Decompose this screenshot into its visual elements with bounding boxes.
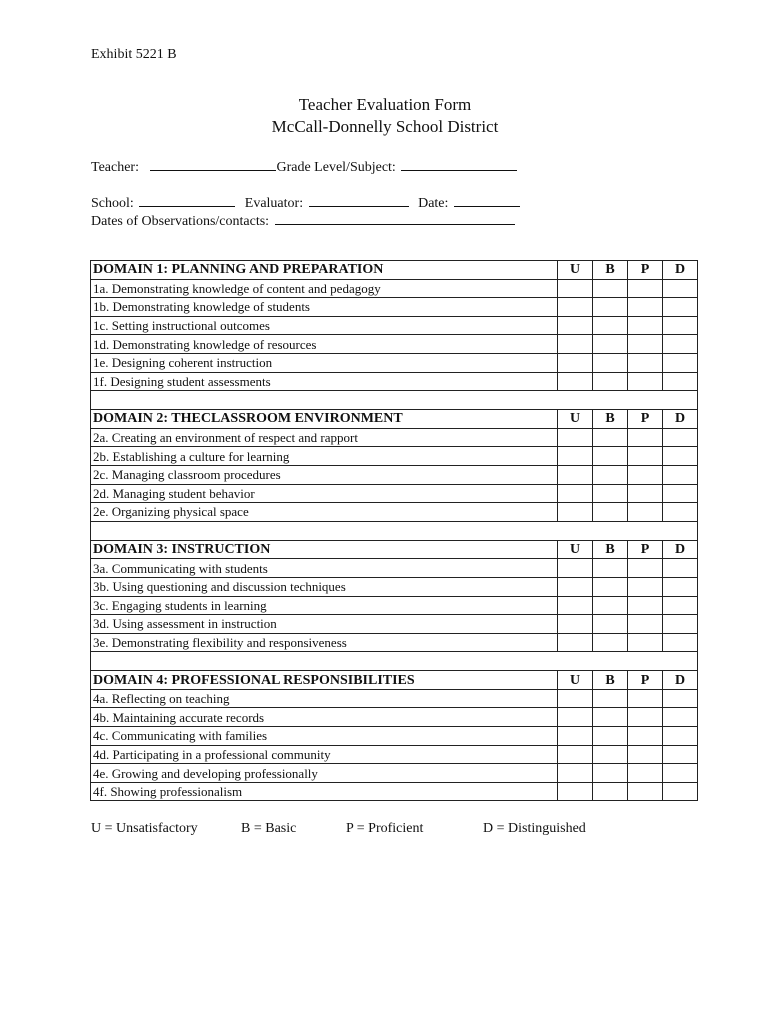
domain-header-row xyxy=(91,540,698,559)
rating-cell[interactable] xyxy=(663,764,698,783)
rating-cell[interactable] xyxy=(593,353,628,372)
rating-cell[interactable] xyxy=(663,279,698,298)
rating-cell[interactable] xyxy=(593,615,628,634)
criterion-label: 3e. Demonstrating flexibility and responsiveness xyxy=(91,633,558,652)
rating-cell[interactable] xyxy=(628,316,663,335)
rating-cell[interactable] xyxy=(663,428,698,447)
observation-dates-field[interactable] xyxy=(275,212,515,225)
rating-cell[interactable] xyxy=(558,503,593,522)
criterion-row xyxy=(91,372,698,391)
criterion-label: 1e. Designing coherent instruction xyxy=(91,353,558,372)
score-header: B xyxy=(593,540,628,559)
rating-cell[interactable] xyxy=(663,727,698,746)
rating-cell[interactable] xyxy=(663,372,698,391)
rating-cell[interactable] xyxy=(628,559,663,578)
date-label: Date: xyxy=(418,196,449,211)
form-title-block xyxy=(0,94,770,138)
rating-cell[interactable] xyxy=(593,335,628,354)
criterion-label: 2e. Organizing physical space xyxy=(91,503,558,522)
rating-cell[interactable] xyxy=(663,465,698,484)
rating-cell[interactable] xyxy=(558,335,593,354)
score-header: D xyxy=(663,671,698,690)
school-evaluator-row xyxy=(91,194,520,212)
rating-cell[interactable] xyxy=(558,577,593,596)
rating-cell[interactable] xyxy=(558,465,593,484)
criterion-row xyxy=(91,465,698,484)
rating-cell[interactable] xyxy=(558,708,593,727)
score-header: U xyxy=(558,410,593,429)
criterion-row xyxy=(91,727,698,746)
rating-cell[interactable] xyxy=(663,503,698,522)
criterion-label: 1f. Designing student assessments xyxy=(91,372,558,391)
rating-cell[interactable] xyxy=(628,503,663,522)
score-header: P xyxy=(628,261,663,280)
rating-cell[interactable] xyxy=(558,764,593,783)
criterion-row xyxy=(91,559,698,578)
legend-unsatisfactory: U = Unsatisfactory xyxy=(91,821,198,836)
rating-cell[interactable] xyxy=(663,353,698,372)
rating-cell[interactable] xyxy=(593,782,628,801)
rating-cell[interactable] xyxy=(628,577,663,596)
criterion-label: 2b. Establishing a culture for learning xyxy=(91,447,558,466)
criterion-row xyxy=(91,335,698,354)
score-header: U xyxy=(558,540,593,559)
observation-dates-row xyxy=(91,212,515,230)
rating-cell[interactable] xyxy=(593,372,628,391)
spacer-row xyxy=(91,652,698,671)
domain-title: DOMAIN 2: THECLASSROOM ENVIRONMENT xyxy=(91,410,558,429)
rating-cell[interactable] xyxy=(593,596,628,615)
spacer-row xyxy=(91,521,698,540)
rating-cell[interactable] xyxy=(628,298,663,317)
rating-cell[interactable] xyxy=(593,428,628,447)
rating-cell[interactable] xyxy=(558,279,593,298)
domain-header-row xyxy=(91,410,698,429)
school-label: School: xyxy=(91,196,134,211)
form-title: Teacher Evaluation Form xyxy=(298,95,472,114)
spacer-row xyxy=(91,391,698,410)
rating-cell[interactable] xyxy=(663,596,698,615)
rating-cell[interactable] xyxy=(558,745,593,764)
rating-cell[interactable] xyxy=(593,633,628,652)
criterion-label: 3c. Engaging students in learning xyxy=(91,596,558,615)
score-header: B xyxy=(593,410,628,429)
score-header: B xyxy=(593,671,628,690)
criterion-row xyxy=(91,782,698,801)
date-field[interactable] xyxy=(454,194,520,207)
criterion-row xyxy=(91,633,698,652)
rating-cell[interactable] xyxy=(593,316,628,335)
rating-cell[interactable] xyxy=(593,727,628,746)
rating-cell[interactable] xyxy=(558,353,593,372)
criterion-label: 2d. Managing student behavior xyxy=(91,484,558,503)
rating-cell[interactable] xyxy=(558,484,593,503)
rating-cell[interactable] xyxy=(593,689,628,708)
criterion-row xyxy=(91,708,698,727)
teacher-field[interactable] xyxy=(150,158,276,171)
teacher-label: Teacher: xyxy=(91,160,139,175)
criterion-label: 4a. Reflecting on teaching xyxy=(91,689,558,708)
rating-cell[interactable] xyxy=(593,745,628,764)
rating-cell[interactable] xyxy=(663,577,698,596)
criterion-row xyxy=(91,577,698,596)
score-header: D xyxy=(663,410,698,429)
criterion-label: 4c. Communicating with families xyxy=(91,727,558,746)
rating-cell[interactable] xyxy=(593,298,628,317)
criterion-row xyxy=(91,279,698,298)
criterion-row xyxy=(91,353,698,372)
criterion-row xyxy=(91,689,698,708)
spacer-cell xyxy=(91,652,698,671)
rating-cell[interactable] xyxy=(628,764,663,783)
rating-cell[interactable] xyxy=(663,316,698,335)
legend-distinguished: D = Distinguished xyxy=(483,821,586,836)
rating-cell[interactable] xyxy=(663,782,698,801)
rating-cell[interactable] xyxy=(558,727,593,746)
rating-cell[interactable] xyxy=(558,447,593,466)
rating-cell[interactable] xyxy=(663,689,698,708)
criterion-row xyxy=(91,745,698,764)
criterion-label: 4d. Participating in a professional community xyxy=(91,745,558,764)
legend-basic: B = Basic xyxy=(241,821,297,836)
domain-title: DOMAIN 1: PLANNING AND PREPARATION xyxy=(91,261,558,280)
domain-title: DOMAIN 3: INSTRUCTION xyxy=(91,540,558,559)
criterion-label: 3a. Communicating with students xyxy=(91,559,558,578)
criterion-row xyxy=(91,503,698,522)
rating-cell[interactable] xyxy=(628,335,663,354)
rating-cell[interactable] xyxy=(558,316,593,335)
criterion-label: 1a. Demonstrating knowledge of content and pedagogy xyxy=(91,279,558,298)
rating-cell[interactable] xyxy=(663,484,698,503)
rating-cell[interactable] xyxy=(558,372,593,391)
rating-cell[interactable] xyxy=(663,335,698,354)
evaluator-field[interactable] xyxy=(309,194,409,207)
criterion-row xyxy=(91,316,698,335)
evaluator-label: Evaluator: xyxy=(244,196,304,211)
rating-cell[interactable] xyxy=(593,279,628,298)
criterion-row xyxy=(91,428,698,447)
rating-cell[interactable] xyxy=(558,596,593,615)
rating-cell[interactable] xyxy=(628,689,663,708)
rating-cell[interactable] xyxy=(593,484,628,503)
criterion-label: 4b. Maintaining accurate records xyxy=(91,708,558,727)
criterion-row xyxy=(91,447,698,466)
score-header: P xyxy=(628,540,663,559)
score-header: U xyxy=(558,261,593,280)
criterion-label: 3b. Using questioning and discussion techniques xyxy=(91,577,558,596)
score-header: D xyxy=(663,261,698,280)
evaluation-table xyxy=(90,260,698,801)
rating-cell[interactable] xyxy=(558,559,593,578)
rating-cell[interactable] xyxy=(593,764,628,783)
legend-proficient: P = Proficient xyxy=(346,821,424,836)
rating-cell[interactable] xyxy=(663,447,698,466)
rating-cell[interactable] xyxy=(593,708,628,727)
grade-field[interactable] xyxy=(401,158,517,171)
rating-cell[interactable] xyxy=(593,559,628,578)
rating-cell[interactable] xyxy=(628,447,663,466)
rating-cell[interactable] xyxy=(663,708,698,727)
teacher-grade-row xyxy=(91,158,517,176)
criterion-label: 4f. Showing professionalism xyxy=(91,782,558,801)
rating-cell[interactable] xyxy=(593,503,628,522)
school-field[interactable] xyxy=(139,194,235,207)
criterion-row xyxy=(91,484,698,503)
criterion-label: 1b. Demonstrating knowledge of students xyxy=(91,298,558,317)
rating-cell[interactable] xyxy=(628,745,663,764)
criterion-row xyxy=(91,764,698,783)
spacer-cell xyxy=(91,521,698,540)
rating-cell[interactable] xyxy=(663,615,698,634)
rating-cell[interactable] xyxy=(558,428,593,447)
observation-dates-label: Dates of Observations/contacts: xyxy=(91,214,270,229)
criterion-row xyxy=(91,596,698,615)
rating-cell[interactable] xyxy=(628,782,663,801)
score-header: U xyxy=(558,671,593,690)
rating-cell[interactable] xyxy=(663,633,698,652)
score-header: B xyxy=(593,261,628,280)
domain-header-row xyxy=(91,261,698,280)
rating-cell[interactable] xyxy=(593,577,628,596)
criterion-label: 1c. Setting instructional outcomes xyxy=(91,316,558,335)
rating-cell[interactable] xyxy=(663,745,698,764)
criterion-row xyxy=(91,298,698,317)
rating-cell[interactable] xyxy=(558,689,593,708)
criterion-label: 2c. Managing classroom procedures xyxy=(91,465,558,484)
criterion-row xyxy=(91,615,698,634)
rating-cell[interactable] xyxy=(628,596,663,615)
rating-cell[interactable] xyxy=(558,615,593,634)
rating-cell[interactable] xyxy=(628,372,663,391)
rating-cell[interactable] xyxy=(628,708,663,727)
rating-cell[interactable] xyxy=(663,559,698,578)
domain-title: DOMAIN 4: PROFESSIONAL RESPONSIBILITIES xyxy=(91,671,558,690)
rating-cell[interactable] xyxy=(628,428,663,447)
rating-cell[interactable] xyxy=(628,279,663,298)
rating-cell[interactable] xyxy=(628,465,663,484)
score-header: P xyxy=(628,410,663,429)
score-header: P xyxy=(628,671,663,690)
rating-cell[interactable] xyxy=(628,615,663,634)
rating-cell[interactable] xyxy=(628,353,663,372)
criterion-label: 3d. Using assessment in instruction xyxy=(91,615,558,634)
rating-cell[interactable] xyxy=(593,465,628,484)
rating-cell[interactable] xyxy=(558,782,593,801)
score-header: D xyxy=(663,540,698,559)
district-name: McCall-Donnelly School District xyxy=(271,117,499,136)
criterion-label: 4e. Growing and developing professionally xyxy=(91,764,558,783)
rating-cell[interactable] xyxy=(628,727,663,746)
spacer-cell xyxy=(91,391,698,410)
rating-cell[interactable] xyxy=(593,447,628,466)
grade-label: Grade Level/Subject: xyxy=(276,160,396,175)
rating-cell[interactable] xyxy=(663,298,698,317)
rating-cell[interactable] xyxy=(558,298,593,317)
exhibit-label: Exhibit 5221 B xyxy=(91,47,177,62)
domain-header-row xyxy=(91,671,698,690)
rating-cell[interactable] xyxy=(558,633,593,652)
criterion-label: 2a. Creating an environment of respect and rapport xyxy=(91,428,558,447)
criterion-label: 1d. Demonstrating knowledge of resources xyxy=(91,335,558,354)
rating-cell[interactable] xyxy=(628,484,663,503)
rating-cell[interactable] xyxy=(628,633,663,652)
